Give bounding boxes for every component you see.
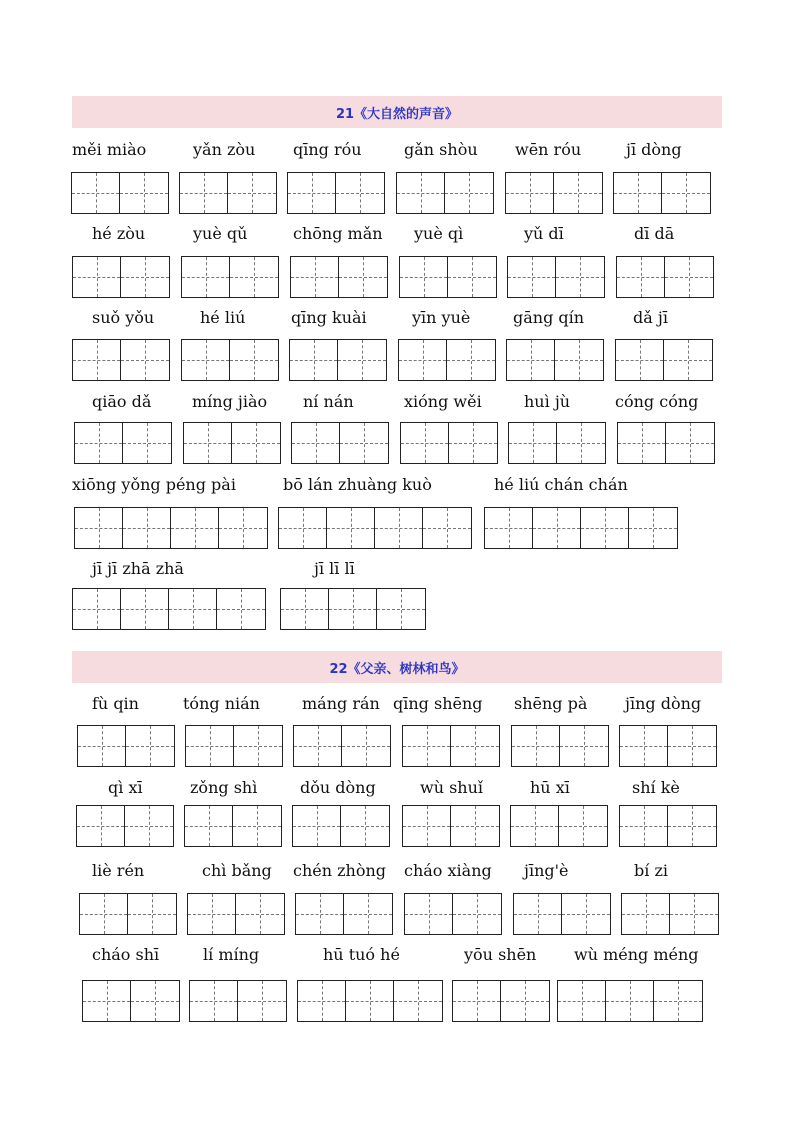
tian-zi-cell[interactable]: [375, 508, 423, 548]
tian-zi-cell[interactable]: [447, 340, 495, 380]
lesson-title: 22《父亲、树林和鸟》: [72, 651, 722, 683]
writing-grid: [400, 422, 498, 464]
pinyin-label: wēn róu: [515, 140, 582, 159]
tian-zi-cell[interactable]: [401, 423, 449, 463]
tian-zi-cell[interactable]: [292, 423, 340, 463]
writing-grid: [292, 805, 390, 847]
tian-zi-cell[interactable]: [123, 423, 171, 463]
tian-zi-cell[interactable]: [346, 981, 394, 1021]
writing-grid: [402, 725, 500, 767]
writing-grid: [507, 256, 605, 298]
writing-grid: [619, 725, 717, 767]
writing-grid: [621, 893, 719, 935]
pinyin-label: qiāo dǎ: [92, 392, 152, 411]
tian-zi-cell[interactable]: [399, 340, 447, 380]
pinyin-label: bí zi: [634, 861, 668, 880]
tian-zi-cell[interactable]: [620, 726, 668, 766]
tian-zi-cell[interactable]: [73, 257, 121, 297]
tian-zi-cell[interactable]: [182, 340, 230, 380]
writing-grid: [402, 805, 500, 847]
tian-zi-cell[interactable]: [121, 257, 169, 297]
tian-zi-cell[interactable]: [327, 508, 375, 548]
writing-grid: [399, 256, 497, 298]
tian-zi-cell[interactable]: [236, 894, 284, 934]
tian-zi-cell[interactable]: [72, 173, 120, 213]
tian-zi-cell[interactable]: [279, 508, 327, 548]
tian-zi-cell[interactable]: [281, 589, 329, 629]
pinyin-label: míng jiào: [192, 392, 268, 411]
tian-zi-cell[interactable]: [670, 894, 718, 934]
tian-zi-cell[interactable]: [403, 726, 451, 766]
tian-zi-cell[interactable]: [614, 173, 662, 213]
writing-grid: [513, 893, 611, 935]
pinyin-label: fù qin: [92, 694, 139, 713]
writing-grid: [297, 980, 443, 1022]
tian-zi-cell[interactable]: [230, 257, 278, 297]
pinyin-label: máng rán: [302, 694, 380, 713]
writing-grid: [76, 805, 174, 847]
pinyin-label: yuè qǔ: [193, 224, 248, 243]
pinyin-label: xiōng yǒng péng pài: [72, 475, 236, 494]
writing-grid: [290, 256, 388, 298]
writing-grid: [287, 172, 385, 214]
writing-grid: [506, 339, 604, 381]
pinyin-label: jī dòng: [626, 140, 682, 159]
tian-zi-cell[interactable]: [219, 508, 267, 548]
tian-zi-cell[interactable]: [186, 726, 234, 766]
pinyin-label: yǎn zòu: [193, 140, 256, 159]
tian-zi-cell[interactable]: [120, 173, 168, 213]
pinyin-label: hé liú chán chán: [494, 475, 628, 494]
writing-grid: [508, 422, 606, 464]
tian-zi-cell[interactable]: [629, 508, 677, 548]
writing-grid: [72, 339, 170, 381]
tian-zi-cell[interactable]: [329, 589, 377, 629]
pinyin-label: qì xī: [108, 778, 143, 797]
tian-zi-cell[interactable]: [397, 173, 445, 213]
pinyin-label: yǔ dī: [524, 224, 564, 243]
tian-zi-cell[interactable]: [423, 508, 471, 548]
tian-zi-cell[interactable]: [581, 508, 629, 548]
tian-zi-cell[interactable]: [182, 257, 230, 297]
tian-zi-cell[interactable]: [394, 981, 442, 1021]
writing-grid: [278, 507, 472, 549]
tian-zi-cell[interactable]: [506, 173, 554, 213]
tian-zi-cell[interactable]: [171, 508, 219, 548]
tian-zi-cell[interactable]: [554, 173, 602, 213]
pinyin-label: yōu shēn: [464, 945, 537, 964]
tian-zi-cell[interactable]: [190, 981, 238, 1021]
tian-zi-cell[interactable]: [121, 340, 169, 380]
tian-zi-cell[interactable]: [296, 894, 344, 934]
tian-zi-cell[interactable]: [230, 340, 278, 380]
pinyin-label: shēng pà: [514, 694, 588, 713]
writing-grid: [619, 805, 717, 847]
pinyin-label: lí míng: [203, 945, 260, 964]
pinyin-label: yīn yuè: [412, 308, 471, 327]
tian-zi-cell[interactable]: [558, 981, 606, 1021]
tian-zi-cell[interactable]: [449, 423, 497, 463]
pinyin-label: zǒng shì: [190, 778, 258, 797]
tian-zi-cell[interactable]: [184, 423, 232, 463]
tian-zi-cell[interactable]: [73, 340, 121, 380]
writing-grid: [398, 339, 496, 381]
pinyin-label: hū tuó hé: [323, 945, 400, 964]
tian-zi-cell[interactable]: [298, 981, 346, 1021]
tian-zi-cell[interactable]: [377, 589, 425, 629]
tian-zi-cell[interactable]: [400, 257, 448, 297]
tian-zi-cell[interactable]: [507, 340, 555, 380]
pinyin-label: shí kè: [632, 778, 680, 797]
pinyin-label: qīng róu: [293, 140, 362, 159]
pinyin-label: tóng nián: [183, 694, 260, 713]
pinyin-label: dī dā: [634, 224, 675, 243]
tian-zi-cell[interactable]: [451, 726, 499, 766]
pinyin-label: chén zhòng: [293, 861, 387, 880]
writing-grid: [484, 507, 678, 549]
tian-zi-cell[interactable]: [73, 589, 121, 629]
writing-grid: [505, 172, 603, 214]
pinyin-label: cháo shī: [92, 945, 160, 964]
pinyin-label: qīng kuài: [291, 308, 367, 327]
writing-grid: [510, 805, 608, 847]
pinyin-label: suǒ yǒu: [92, 308, 155, 327]
tian-zi-cell[interactable]: [126, 726, 174, 766]
pinyin-label: hū xī: [530, 778, 570, 797]
tian-zi-cell[interactable]: [616, 340, 664, 380]
tian-zi-cell[interactable]: [445, 173, 493, 213]
pinyin-label: ní nán: [303, 392, 354, 411]
tian-zi-cell[interactable]: [405, 894, 453, 934]
writing-grid: [72, 588, 266, 630]
tian-zi-cell[interactable]: [188, 894, 236, 934]
pinyin-label: jī lī lī: [314, 559, 355, 578]
pinyin-label: dǒu dòng: [300, 778, 376, 797]
tian-zi-cell[interactable]: [185, 806, 233, 846]
tian-zi-cell[interactable]: [169, 589, 217, 629]
pinyin-label: hé zòu: [92, 224, 146, 243]
pinyin-label: měi miào: [72, 140, 147, 159]
writing-grid: [79, 893, 177, 935]
writing-grid: [189, 980, 287, 1022]
writing-grid: [74, 507, 268, 549]
pinyin-label: chì bǎng: [202, 861, 272, 880]
tian-zi-cell[interactable]: [75, 508, 123, 548]
pinyin-label: chōng mǎn: [293, 224, 383, 243]
pinyin-label: jīng dòng: [625, 694, 702, 713]
tian-zi-cell[interactable]: [125, 806, 173, 846]
writing-grid: [82, 980, 180, 1022]
pinyin-label: yuè qì: [414, 224, 464, 243]
writing-grid: [181, 339, 279, 381]
writing-grid: [289, 339, 387, 381]
tian-zi-cell[interactable]: [557, 423, 605, 463]
writing-grid: [617, 422, 715, 464]
tian-zi-cell[interactable]: [336, 173, 384, 213]
writing-grid: [71, 172, 169, 214]
pinyin-label: hé liú: [200, 308, 246, 327]
tian-zi-cell[interactable]: [77, 806, 125, 846]
writing-grid: [295, 893, 393, 935]
tian-zi-cell[interactable]: [232, 423, 280, 463]
writing-grid: [404, 893, 502, 935]
tian-zi-cell[interactable]: [555, 340, 603, 380]
tian-zi-cell[interactable]: [514, 894, 562, 934]
writing-grid: [72, 256, 170, 298]
writing-grid: [77, 725, 175, 767]
writing-grid: [291, 422, 389, 464]
pinyin-label: bō lán zhuàng kuò: [283, 475, 432, 494]
tian-zi-cell[interactable]: [83, 981, 131, 1021]
tian-zi-cell[interactable]: [556, 257, 604, 297]
tian-zi-cell[interactable]: [453, 894, 501, 934]
tian-zi-cell[interactable]: [131, 981, 179, 1021]
tian-zi-cell[interactable]: [618, 423, 666, 463]
writing-grid: [185, 725, 283, 767]
tian-zi-cell[interactable]: [123, 508, 171, 548]
tian-zi-cell[interactable]: [617, 257, 665, 297]
tian-zi-cell[interactable]: [288, 173, 336, 213]
pinyin-label: gǎn shòu: [404, 140, 478, 159]
tian-zi-cell[interactable]: [78, 726, 126, 766]
writing-grid: [613, 172, 711, 214]
tian-zi-cell[interactable]: [338, 340, 386, 380]
writing-grid: [293, 725, 391, 767]
tian-zi-cell[interactable]: [509, 423, 557, 463]
pinyin-label: jī jī zhā zhā: [92, 559, 184, 578]
tian-zi-cell[interactable]: [562, 894, 610, 934]
pinyin-label: gāng qín: [513, 308, 585, 327]
writing-grid: [181, 256, 279, 298]
writing-grid: [183, 422, 281, 464]
tian-zi-cell[interactable]: [501, 981, 549, 1021]
tian-zi-cell[interactable]: [228, 173, 276, 213]
writing-grid: [187, 893, 285, 935]
writing-grid: [616, 256, 714, 298]
tian-zi-cell[interactable]: [533, 508, 581, 548]
tian-zi-cell[interactable]: [234, 726, 282, 766]
tian-zi-cell[interactable]: [341, 806, 389, 846]
tian-zi-cell[interactable]: [668, 806, 716, 846]
pinyin-label: wù shuǐ: [420, 778, 484, 797]
tian-zi-cell[interactable]: [668, 726, 716, 766]
tian-zi-cell[interactable]: [339, 257, 387, 297]
tian-zi-cell[interactable]: [511, 806, 559, 846]
writing-grid: [452, 980, 550, 1022]
tian-zi-cell[interactable]: [508, 257, 556, 297]
tian-zi-cell[interactable]: [622, 894, 670, 934]
tian-zi-cell[interactable]: [662, 173, 710, 213]
tian-zi-cell[interactable]: [453, 981, 501, 1021]
tian-zi-cell[interactable]: [80, 894, 128, 934]
pinyin-label: cóng cóng: [615, 392, 699, 411]
writing-grid: [184, 805, 282, 847]
writing-grid: [280, 588, 426, 630]
pinyin-label: liè rén: [92, 861, 145, 880]
writing-grid: [396, 172, 494, 214]
pinyin-label: wù méng méng: [574, 945, 699, 964]
tian-zi-cell[interactable]: [403, 806, 451, 846]
pinyin-label: dǎ jī: [633, 308, 668, 327]
writing-grid: [74, 422, 172, 464]
tian-zi-cell[interactable]: [238, 981, 286, 1021]
tian-zi-cell[interactable]: [448, 257, 496, 297]
tian-zi-cell[interactable]: [342, 726, 390, 766]
pinyin-label: jīng'è: [524, 861, 569, 880]
tian-zi-cell[interactable]: [485, 508, 533, 548]
writing-grid: [511, 725, 609, 767]
tian-zi-cell[interactable]: [128, 894, 176, 934]
tian-zi-cell[interactable]: [340, 423, 388, 463]
pinyin-label: xióng wěi: [404, 392, 482, 411]
tian-zi-cell[interactable]: [290, 340, 338, 380]
tian-zi-cell[interactable]: [665, 257, 713, 297]
tian-zi-cell[interactable]: [233, 806, 281, 846]
tian-zi-cell[interactable]: [512, 726, 560, 766]
lesson-title: 21《大自然的声音》: [72, 96, 722, 128]
tian-zi-cell[interactable]: [451, 806, 499, 846]
tian-zi-cell[interactable]: [606, 981, 654, 1021]
tian-zi-cell[interactable]: [620, 806, 668, 846]
tian-zi-cell[interactable]: [559, 806, 607, 846]
tian-zi-cell[interactable]: [121, 589, 169, 629]
tian-zi-cell[interactable]: [294, 726, 342, 766]
tian-zi-cell[interactable]: [75, 423, 123, 463]
tian-zi-cell[interactable]: [560, 726, 608, 766]
tian-zi-cell[interactable]: [217, 589, 265, 629]
tian-zi-cell[interactable]: [291, 257, 339, 297]
pinyin-label: cháo xiàng: [404, 861, 492, 880]
tian-zi-cell[interactable]: [664, 340, 712, 380]
pinyin-label: qīng shēng: [393, 694, 483, 713]
tian-zi-cell[interactable]: [654, 981, 702, 1021]
tian-zi-cell[interactable]: [180, 173, 228, 213]
writing-grid: [557, 980, 703, 1022]
tian-zi-cell[interactable]: [344, 894, 392, 934]
writing-grid: [615, 339, 713, 381]
tian-zi-cell[interactable]: [293, 806, 341, 846]
writing-grid: [179, 172, 277, 214]
tian-zi-cell[interactable]: [666, 423, 714, 463]
pinyin-label: huì jù: [524, 392, 571, 411]
